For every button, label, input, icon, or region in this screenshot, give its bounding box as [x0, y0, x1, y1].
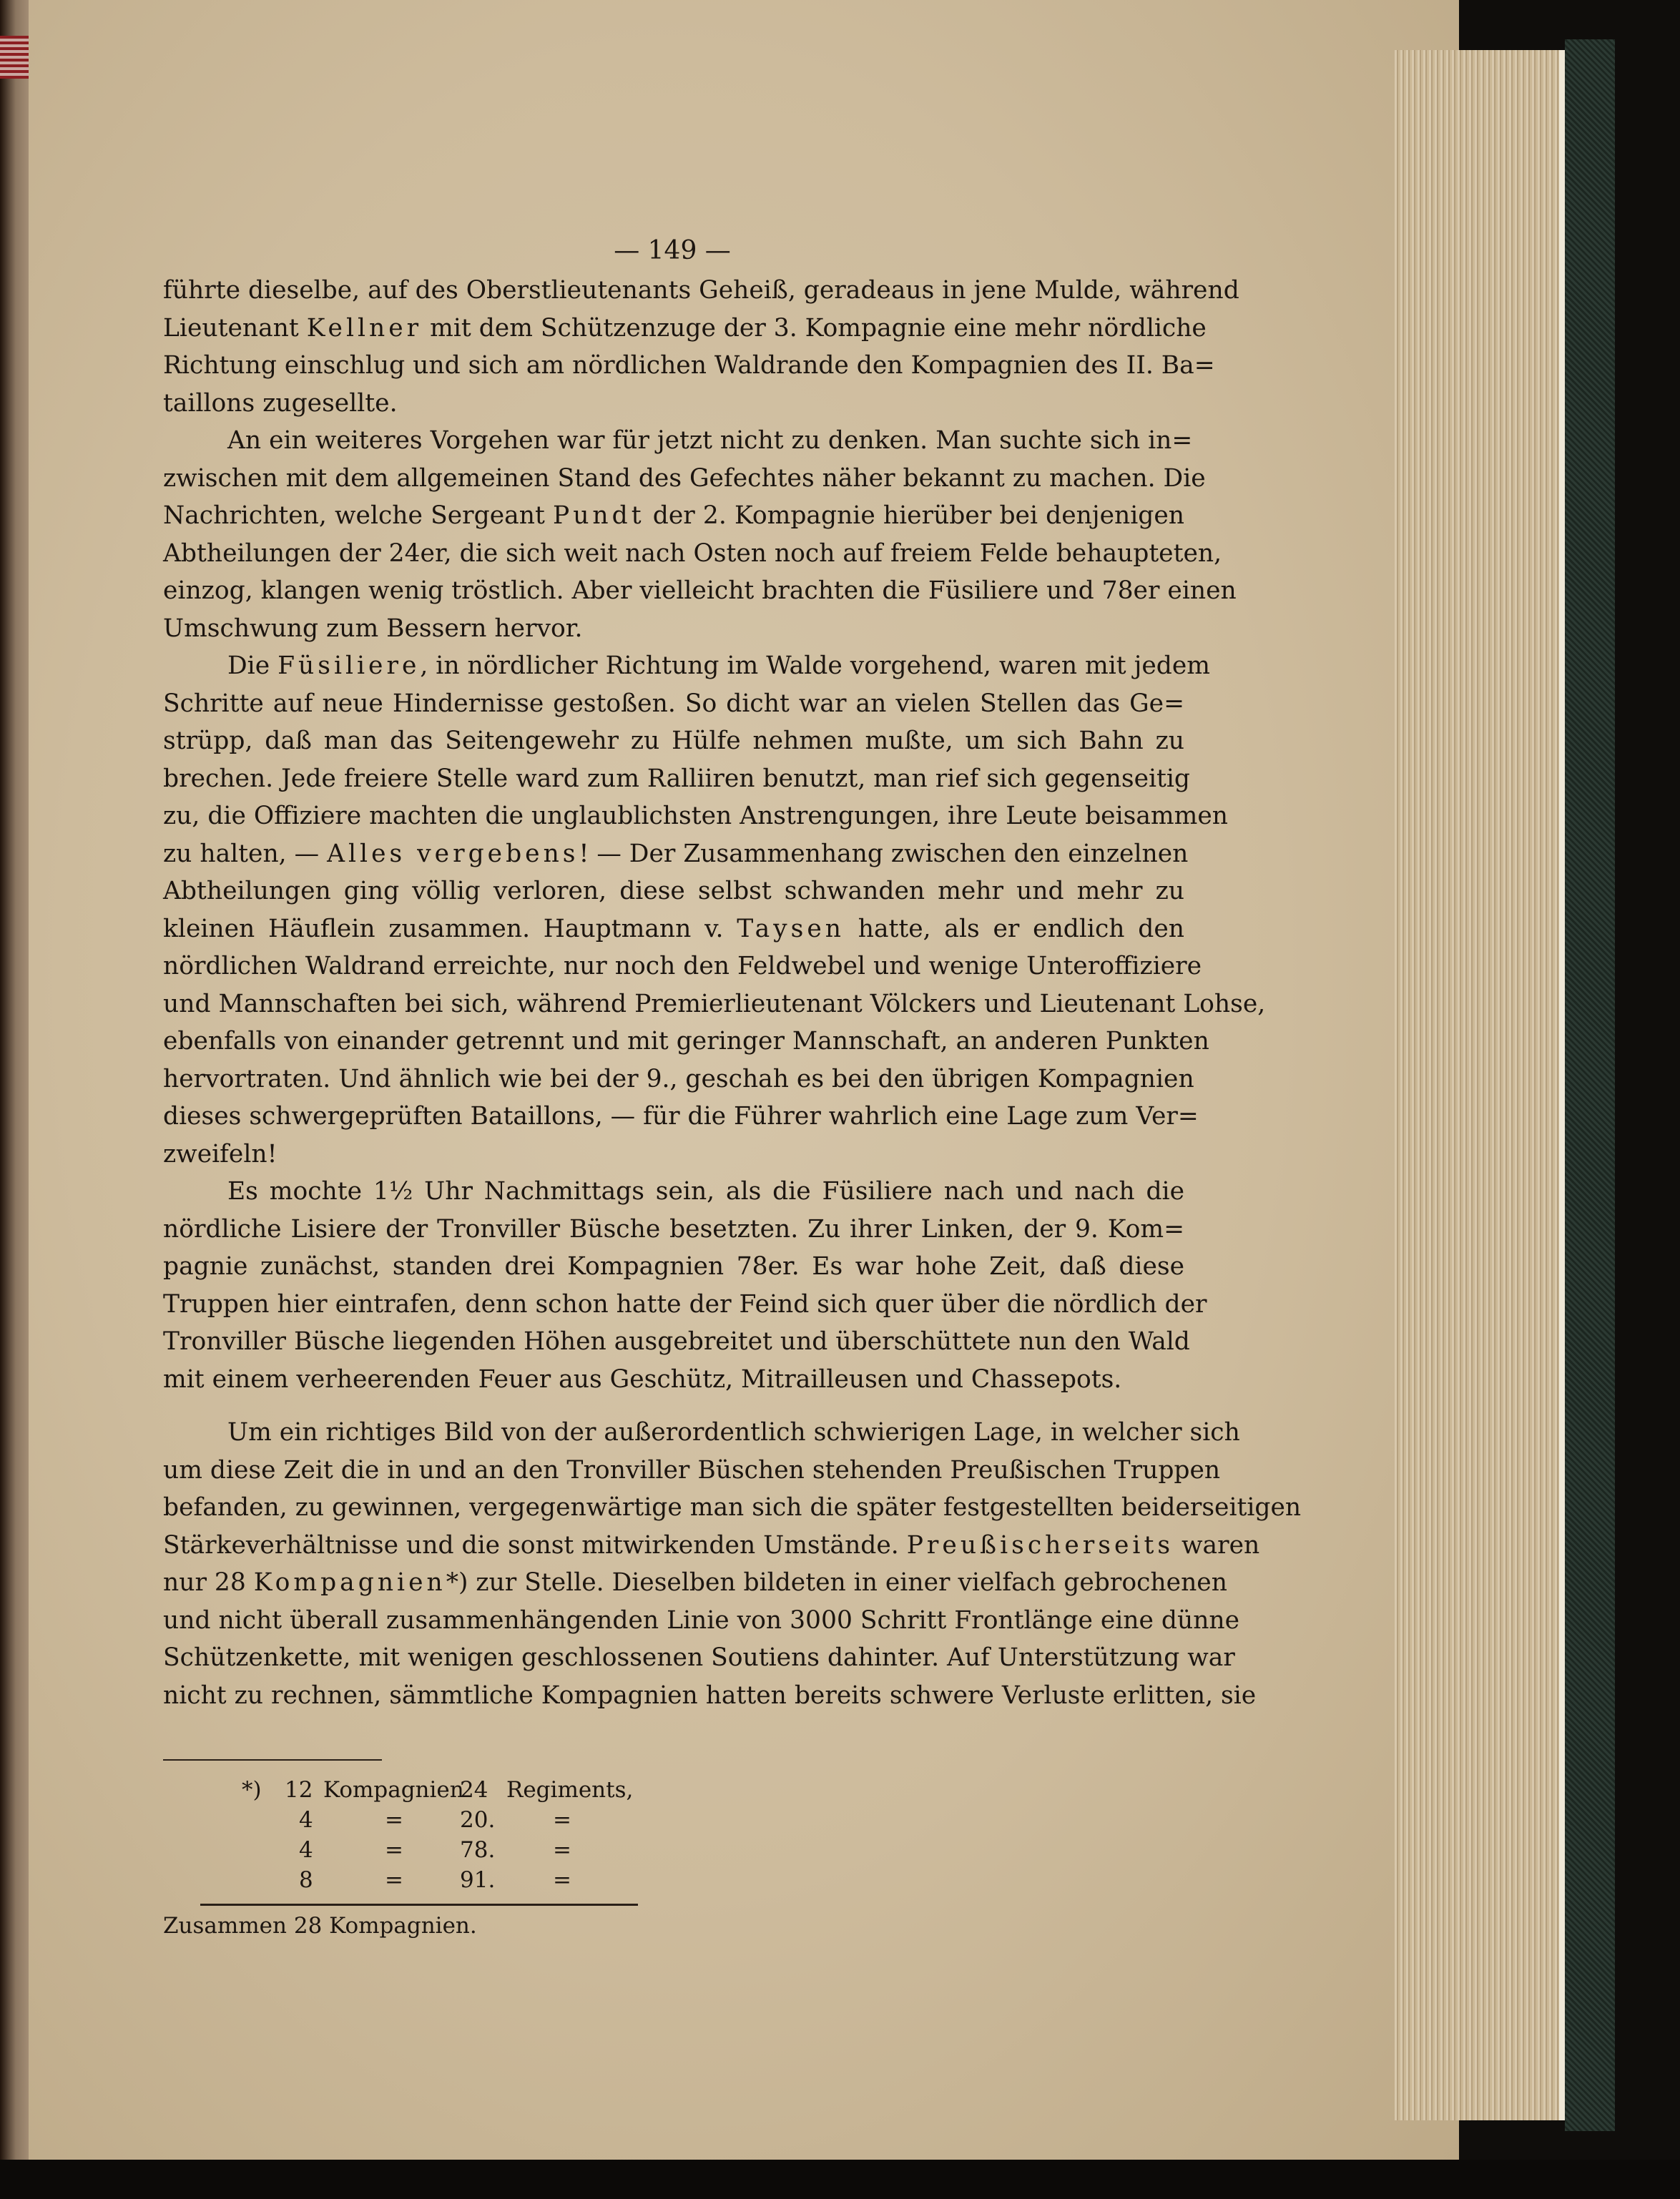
footnote-ditto: = — [553, 1867, 571, 1893]
text-line: Um ein richtiges Bild von der außerordentlich schwierigen Lage, in welcher sich — [227, 1418, 1240, 1447]
text-line: brechen. Jede freiere Stelle ward zum Ralliiren benutzt, man rief sich gegenseitig — [163, 764, 1191, 793]
footnote-row — [163, 1775, 735, 1805]
footnote — [163, 1775, 735, 1939]
text-line: Abtheilungen ging völlig verloren, diese selbst schwanden mehr und mehr zu — [163, 877, 1184, 905]
text-line: Es mochte 1½ Uhr Nachmittags sein, als die Füsiliere nach und nach die — [227, 1177, 1184, 1206]
text-line: Lieutenant Kellner mit dem Schützenzuge der 3. Kompagnie eine mehr nördliche — [163, 313, 1207, 343]
text-line: befanden, zu gewinnen, vergegenwärtige man sich die später festgestellten beiderseitigen — [163, 1493, 1302, 1522]
footnote-sum-rule — [200, 1904, 638, 1906]
footnote-regiment: 20. — [460, 1807, 496, 1833]
text-line: Stärkeverhältnisse und die sonst mitwirkenden Umstände. Preußischerseits waren — [163, 1530, 1260, 1560]
footnote-regiment: 91. — [460, 1867, 496, 1893]
binding-thread — [0, 36, 29, 79]
text-line: Truppen hier eintrafen, denn schon hatte der Feind sich quer über die nördlich der — [163, 1289, 1207, 1319]
book-cover-edge — [1565, 39, 1615, 2131]
text-line: dieses schwergeprüften Bataillons, — für die Führer wahrlich eine Lage zum Ver= — [163, 1102, 1199, 1131]
footnote-regiment: 24 — [460, 1777, 488, 1803]
text-line: um diese Zeit die in und an den Tronviller Büschen stehenden Preußischen Truppen — [163, 1455, 1221, 1485]
paragraph-3 — [163, 647, 1266, 1173]
footnote-ditto: = — [553, 1807, 571, 1833]
footnote-word: Regiments, — [506, 1777, 634, 1803]
text-line: nicht zu rechnen, sämmtliche Kompagnien hatten bereits schwere Verluste erlitten, sie — [163, 1681, 1257, 1710]
footnote-ditto: = — [553, 1837, 571, 1863]
page-stack-edges — [1395, 50, 1565, 2120]
text-line: zu halten, — Alles vergebens! — Der Zusammenhang zwischen den einzelnen — [163, 839, 1189, 868]
footnote-total: Zusammen 28 Kompagnien. — [163, 1913, 477, 1939]
footnote-separator — [163, 1759, 382, 1761]
text-line: und Mannschaften bei sich, während Premierlieutenant Völckers und Lieutenant Lohse, — [163, 989, 1266, 1018]
text-line: mit einem verheerenden Feuer aus Geschütz, Mitrailleusen und Chassepots. — [163, 1364, 1122, 1394]
text-line: nördliche Lisiere der Tronviller Büsche besetzten. Zu ihrer Linken, der 9. Kom= — [163, 1214, 1184, 1244]
text-line: nördlichen Waldrand erreichte, nur noch den Feldwebel und wenige Unteroffiziere — [163, 952, 1202, 980]
text-line: pagnie zunächst, standen drei Kompagnien 78er. Es war hohe Zeit, daß diese — [163, 1252, 1184, 1281]
text-line: strüpp, daß man das Seitengewehr zu Hülfe nehmen mußte, um sich Bahn zu — [163, 727, 1184, 755]
footnote-count: 8 — [299, 1867, 313, 1893]
text-line: taillons zugesellte. — [163, 388, 398, 418]
footnote-ditto: = — [385, 1807, 403, 1833]
footnote-ditto: = — [385, 1837, 403, 1863]
text-line: Umschwung zum Bessern hervor. — [163, 614, 583, 643]
paragraph-5 — [163, 1414, 1302, 1714]
footnote-row — [163, 1835, 735, 1865]
paragraph-4 — [163, 1173, 1207, 1398]
text-line: Nachrichten, welche Sergeant Pundt der 2. Kompagnie hierüber bei denjenigen — [163, 501, 1184, 530]
text-line: ebenfalls von einander getrennt und mit geringer Mannschaft, an anderen Punkten — [163, 1027, 1209, 1056]
text-line: zwischen mit dem allgemeinen Stand des Gefechtes näher bekannt zu machen. Die — [163, 463, 1206, 493]
text-line: hervortraten. Und ähnlich wie bei der 9., geschah es bei den übrigen Kompagnien — [163, 1064, 1194, 1093]
page-number: — 149 — — [614, 236, 731, 265]
text-line: nur 28 Kompagnien*) zur Stelle. Dieselben bildeten in einer vielfach gebrochenen — [163, 1568, 1227, 1597]
footnote-count: 12 — [285, 1777, 313, 1803]
text-line: Tronviller Büsche liegenden Höhen ausgebreitet und überschüttete nun den Wald — [163, 1327, 1190, 1356]
text-line: Abtheilungen der 24er, die sich weit nach Osten noch auf freiem Felde behaupteten, — [163, 538, 1222, 568]
footnote-ditto: = — [385, 1867, 403, 1893]
paragraph-2 — [163, 422, 1237, 647]
text-line: und nicht überall zusammenhängenden Linie von 3000 Schritt Frontlänge eine dünne — [163, 1605, 1240, 1635]
left-page-edge — [0, 0, 29, 2199]
text-line: kleinen Häuflein zusammen. Hauptmann v. Taysen hatte, als er endlich den — [163, 914, 1184, 943]
text-line: Schritte auf neue Hindernisse gestoßen. So dicht war an vielen Stellen das Ge= — [163, 689, 1184, 718]
text-line: Die Füsiliere, in nördlicher Richtung im Walde vorgehend, waren mit jedem — [227, 651, 1210, 680]
text-line: führte dieselbe, auf des Oberstlieutenants Geheiß, geradeaus in jene Mulde, während — [163, 276, 1239, 305]
footnote-count: 4 — [299, 1837, 313, 1863]
footnote-row — [163, 1805, 735, 1835]
footnote-row — [163, 1865, 735, 1895]
text-line: An ein weiteres Vorgehen war für jetzt nicht zu denken. Man suchte sich in= — [227, 426, 1193, 455]
footnote-count: 4 — [299, 1807, 313, 1833]
text-line: zweifeln! — [163, 1139, 277, 1169]
footnote-regiment: 78. — [460, 1837, 496, 1863]
text-line: einzog, klangen wenig tröstlich. Aber vielleicht brachten die Füsiliere und 78er einen — [163, 576, 1237, 605]
body-text — [163, 272, 1302, 1714]
paragraph-1 — [163, 272, 1239, 422]
text-line: zu, die Offiziere machten die unglaublichsten Anstrengungen, ihre Leute beisammen — [163, 802, 1228, 830]
text-line: Richtung einschlug und sich am nördlichen Waldrande den Kompagnien des II. Ba= — [163, 351, 1215, 380]
text-line: Schützenkette, mit wenigen geschlossenen Soutiens dahinter. Auf Unterstützung war — [163, 1643, 1235, 1672]
footnote-marker: *) — [242, 1777, 262, 1803]
footnote-unit: Kompagnien — [323, 1777, 464, 1803]
background-bottom — [0, 2160, 1680, 2199]
